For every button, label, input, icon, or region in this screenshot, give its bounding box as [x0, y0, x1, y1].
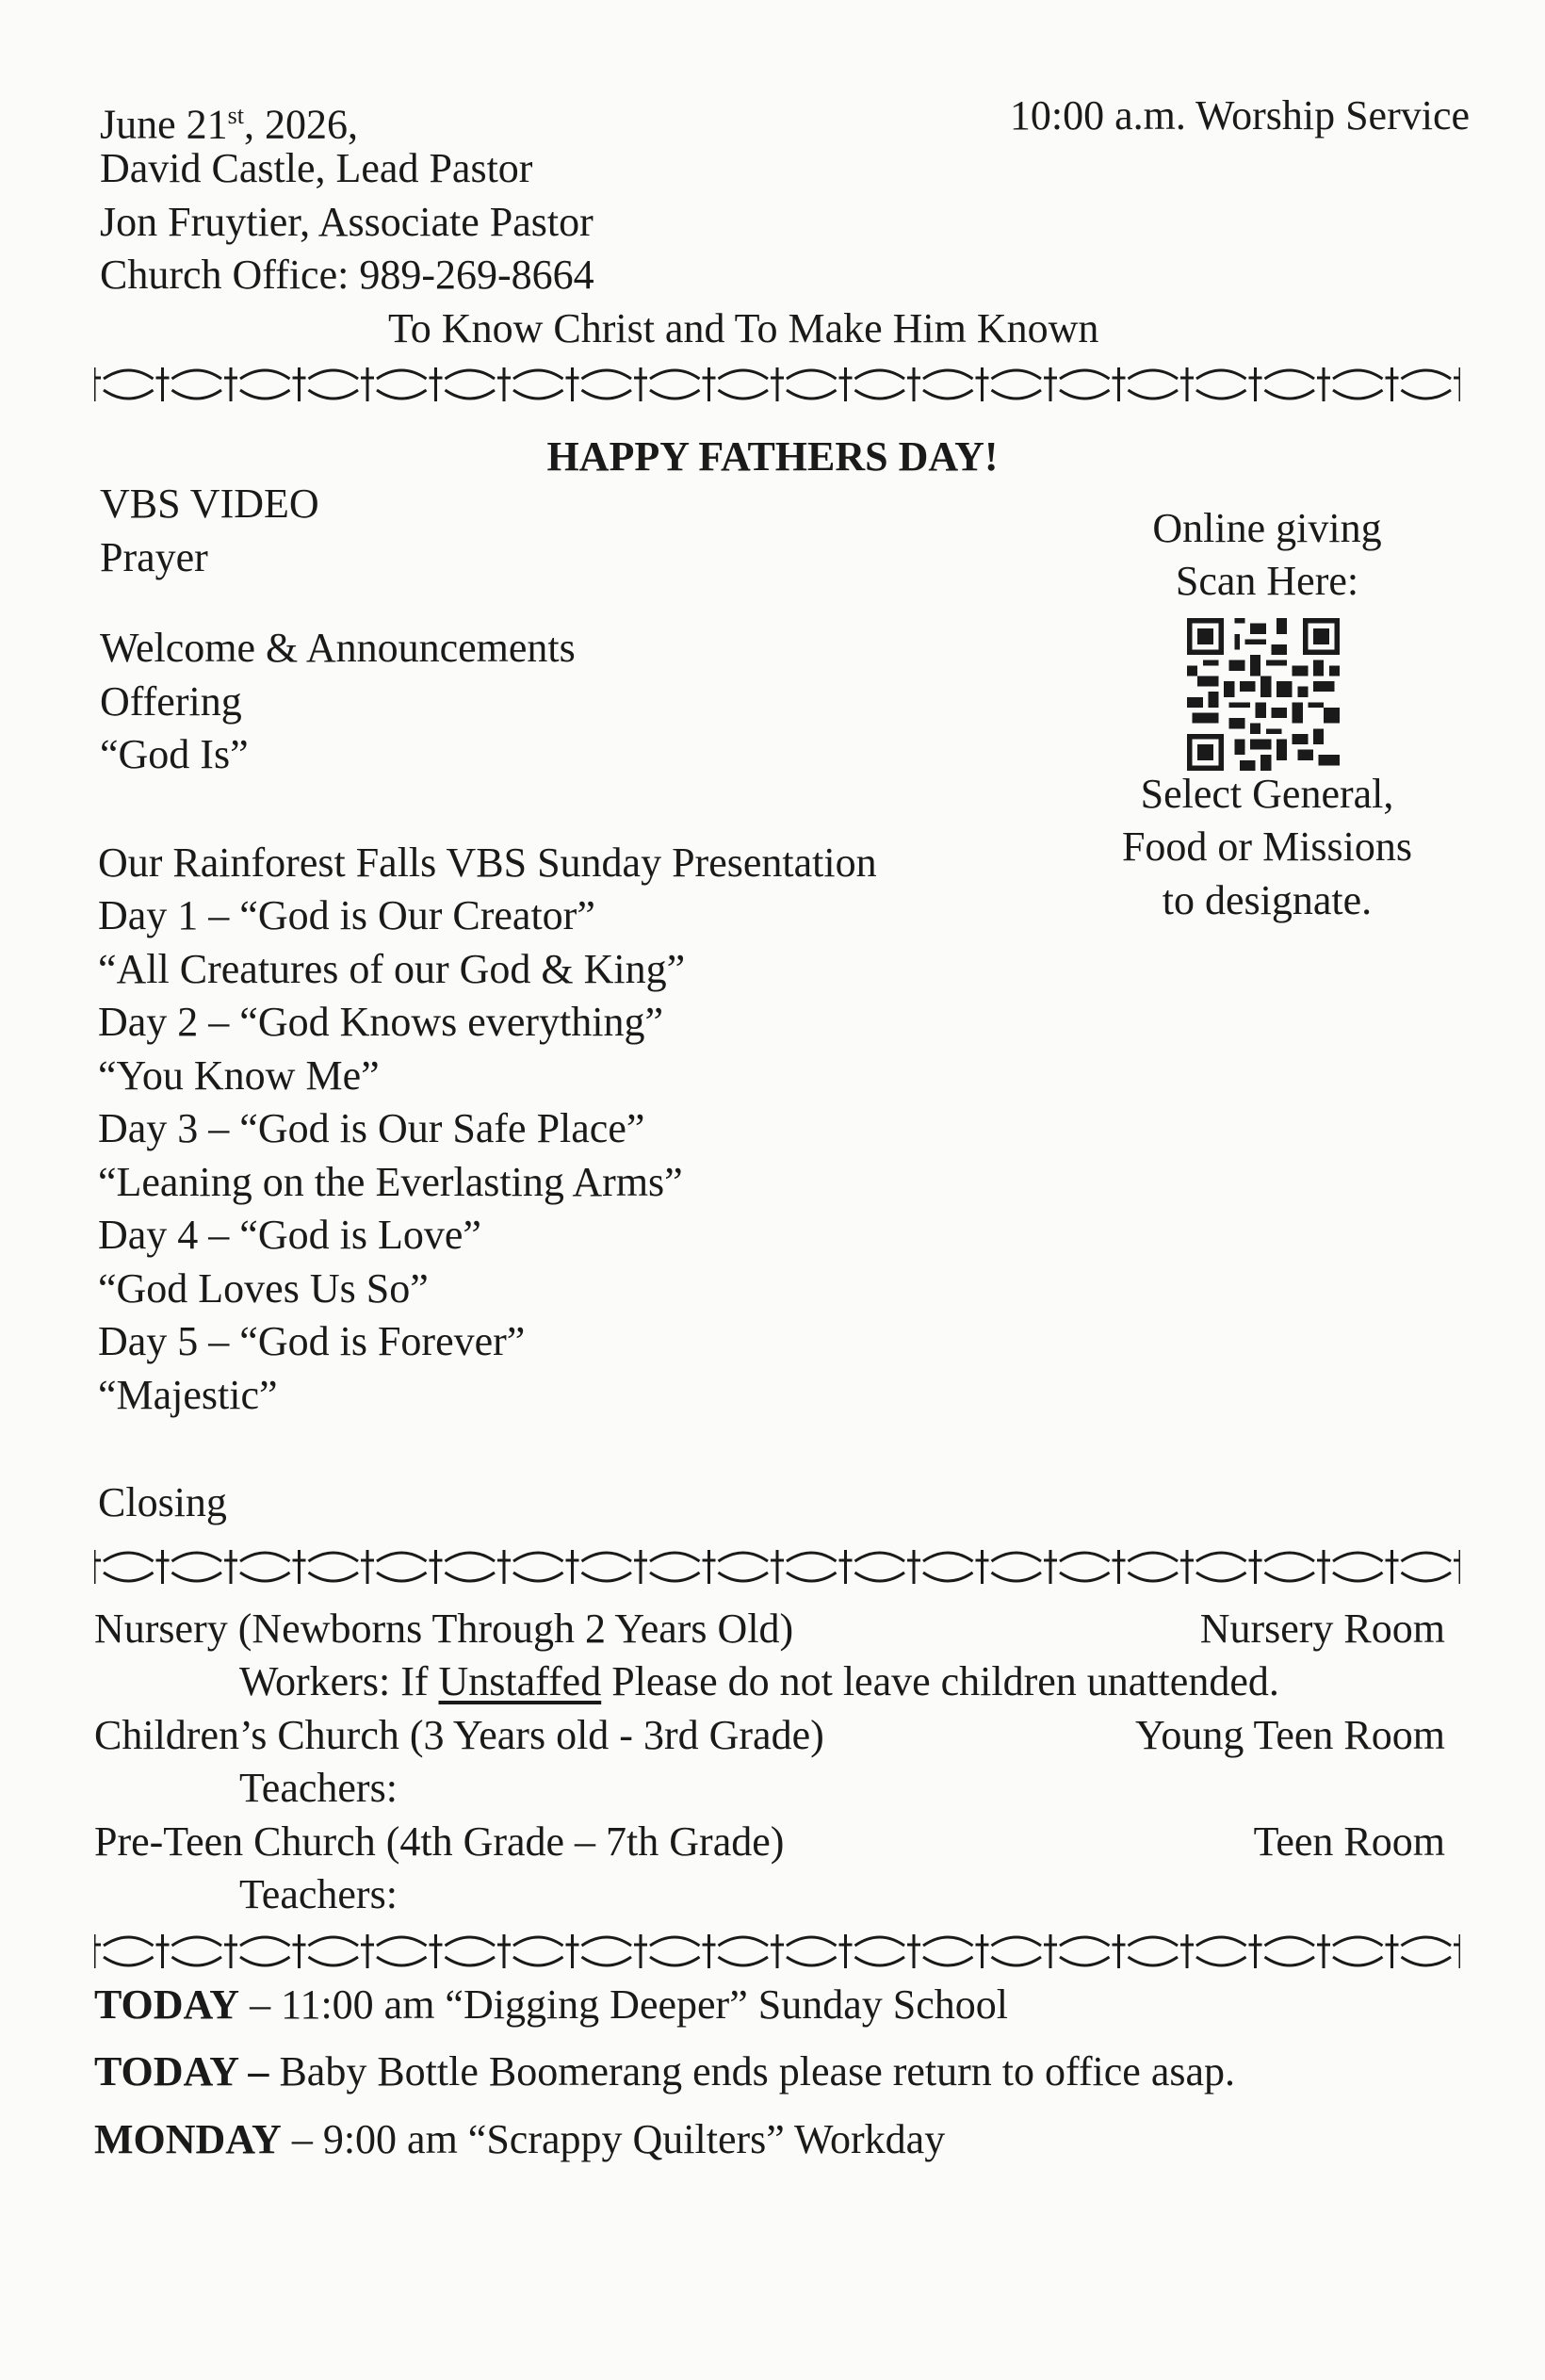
chain-link	[1333, 1553, 1383, 1581]
chain-link	[582, 370, 632, 399]
cross-chain-divider	[94, 1927, 1460, 1974]
cross-ornament	[1386, 1934, 1399, 1968]
cross-ornament	[293, 367, 306, 401]
cross-ornament	[1113, 1934, 1126, 1968]
chain-link	[1265, 370, 1315, 399]
cross-ornament	[224, 1550, 237, 1584]
cross-ornament	[771, 1934, 784, 1968]
cross-ornament	[771, 1550, 784, 1584]
chain-link	[172, 370, 222, 399]
chain-link	[240, 1937, 290, 1965]
chain-link	[1333, 1937, 1383, 1965]
order-item: Day 1 – “God is Our Creator”	[98, 892, 595, 938]
childrens-teachers: Teachers:	[239, 1765, 398, 1811]
chain-link	[1060, 1553, 1110, 1581]
chain-link	[309, 1553, 359, 1581]
giving-line: Scan Here:	[1175, 558, 1359, 604]
announcement: TODAY – Baby Bottle Boomerang ends please return to office asap.	[94, 2048, 1235, 2095]
cross-ornament	[293, 1934, 306, 1968]
chain-link	[377, 1553, 427, 1581]
chain-link	[240, 370, 290, 399]
chain-link	[1060, 370, 1110, 399]
cross-ornament	[361, 1934, 374, 1968]
order-item: Offering	[100, 678, 242, 725]
cross-ornament	[1454, 1550, 1460, 1584]
cross-ornament	[703, 1550, 716, 1584]
chain-link	[992, 370, 1042, 399]
cross-ornament	[976, 1550, 989, 1584]
qr-code[interactable]	[1187, 618, 1340, 771]
order-item: Day 5 – “God is Forever”	[98, 1318, 526, 1364]
cross-ornament	[1180, 1550, 1194, 1584]
cross-ornament	[156, 1934, 170, 1968]
giving-line: to designate.	[1162, 877, 1373, 923]
cross-ornament	[1386, 1550, 1399, 1584]
chain-link	[923, 1937, 973, 1965]
cross-chain-divider	[94, 1542, 1460, 1589]
associate-pastor: Jon Fruytier, Associate Pastor	[100, 199, 594, 245]
chain-link	[1129, 1937, 1179, 1965]
chain-link	[104, 370, 154, 399]
cross-ornament	[497, 1934, 511, 1968]
order-item: Closing	[98, 1479, 227, 1525]
cross-ornament	[839, 1934, 853, 1968]
nursery-class: Nursery (Newborns Through 2 Years Old)	[94, 1606, 794, 1652]
chain-link	[787, 1553, 837, 1581]
chain-link	[992, 1937, 1042, 1965]
chain-link	[377, 1937, 427, 1965]
chain-link	[719, 1553, 769, 1581]
cross-ornament	[1386, 367, 1399, 401]
lead-pastor: David Castle, Lead Pastor	[100, 145, 533, 191]
chain-link	[446, 370, 496, 399]
chain-link	[1129, 370, 1179, 399]
cross-ornament	[1454, 1934, 1460, 1968]
cross-ornament	[497, 367, 511, 401]
chain-link	[1129, 1553, 1179, 1581]
order-item: Day 3 – “God is Our Safe Place”	[98, 1105, 645, 1151]
cross-ornament	[634, 1934, 647, 1968]
chain-link	[992, 1553, 1042, 1581]
chain-link	[240, 1553, 290, 1581]
cross-ornament	[1317, 1550, 1330, 1584]
chain-link	[513, 1553, 563, 1581]
chain-link	[513, 1937, 563, 1965]
order-item: Welcome & Announcements	[100, 625, 576, 671]
cross-ornament	[224, 367, 237, 401]
chain-link	[719, 1937, 769, 1965]
chain-link	[855, 1937, 905, 1965]
announcement: TODAY – 11:00 am “Digging Deeper” Sunday School	[94, 1981, 1008, 2028]
cross-chain-divider	[94, 360, 1460, 407]
giving-line: Online giving	[1152, 505, 1382, 551]
service-time: 10:00 a.m. Worship Service	[1009, 92, 1470, 139]
cross-ornament	[430, 1934, 443, 1968]
preteen-church: Pre-Teen Church (4th Grade – 7th Grade)	[94, 1818, 785, 1865]
cross-ornament	[703, 367, 716, 401]
order-item: “God Loves Us So”	[98, 1265, 429, 1312]
order-item: “Majestic”	[98, 1372, 278, 1418]
cross-ornament	[1113, 1550, 1126, 1584]
chain-link	[1333, 370, 1383, 399]
chain-link	[104, 1553, 154, 1581]
chain-link	[1402, 1553, 1452, 1581]
chain-link	[855, 370, 905, 399]
cross-ornament	[634, 367, 647, 401]
cross-ornament	[1113, 367, 1126, 401]
chain-link	[923, 370, 973, 399]
chain-link	[172, 1553, 222, 1581]
order-item: Day 2 – “God Knows everything”	[98, 999, 663, 1045]
chain-link	[172, 1937, 222, 1965]
cross-ornament	[1044, 1550, 1057, 1584]
order-item: Prayer	[100, 534, 208, 580]
chain-link	[1196, 1937, 1246, 1965]
announcement: MONDAY – 9:00 am “Scrappy Quilters” Workday	[94, 2116, 946, 2162]
chain-link	[309, 1937, 359, 1965]
cross-ornament	[907, 1550, 920, 1584]
chain-link	[1265, 1553, 1315, 1581]
chain-link	[650, 370, 700, 399]
cross-ornament	[976, 1934, 989, 1968]
nursery-workers: Workers: If Unstaffed Please do not leave children unattended.	[239, 1658, 1279, 1704]
cross-ornament	[1044, 367, 1057, 401]
order-item: Our Rainforest Falls VBS Sunday Presentation	[98, 840, 877, 886]
chain-link	[446, 1553, 496, 1581]
cross-ornament	[839, 1550, 853, 1584]
cross-ornament	[156, 367, 170, 401]
cross-ornament	[907, 367, 920, 401]
cross-ornament	[1180, 367, 1194, 401]
cross-ornament	[907, 1934, 920, 1968]
chain-link	[787, 1937, 837, 1965]
cross-ornament	[839, 367, 853, 401]
chain-link	[446, 1937, 496, 1965]
chain-link	[377, 370, 427, 399]
cross-ornament	[94, 1550, 101, 1584]
chain-link	[582, 1937, 632, 1965]
order-item: VBS VIDEO	[100, 481, 319, 527]
giving-line: Select General,	[1140, 771, 1394, 817]
chain-link	[1196, 1553, 1246, 1581]
cross-ornament	[430, 1550, 443, 1584]
church-office: Church Office: 989-269-8664	[100, 252, 594, 298]
cross-ornament	[634, 1550, 647, 1584]
cross-ornament	[1249, 1550, 1262, 1584]
preteen-room: Teen Room	[1253, 1818, 1445, 1865]
order-item: “God Is”	[100, 731, 249, 777]
nursery-room: Nursery Room	[1199, 1606, 1445, 1652]
cross-ornament	[293, 1550, 306, 1584]
cross-ornament	[1044, 1934, 1057, 1968]
cross-ornament	[1317, 1934, 1330, 1968]
cross-ornament	[566, 367, 579, 401]
childrens-room: Young Teen Room	[1134, 1712, 1445, 1758]
chain-link	[513, 370, 563, 399]
order-item: “Leaning on the Everlasting Arms”	[98, 1159, 683, 1205]
cross-ornament	[1249, 1934, 1262, 1968]
cross-ornament	[566, 1934, 579, 1968]
chain-link	[1402, 1937, 1452, 1965]
preteen-teachers: Teachers:	[239, 1871, 398, 1917]
cross-ornament	[156, 1550, 170, 1584]
chain-link	[923, 1553, 973, 1581]
chain-link	[1265, 1937, 1315, 1965]
cross-ornament	[1249, 367, 1262, 401]
chain-link	[582, 1553, 632, 1581]
cross-ornament	[1180, 1934, 1194, 1968]
order-item: “All Creatures of our God & King”	[98, 946, 686, 992]
cross-ornament	[94, 1934, 101, 1968]
church-motto: To Know Christ and To Make Him Known	[388, 305, 1099, 351]
headline: HAPPY FATHERS DAY!	[546, 433, 999, 480]
chain-link	[650, 1937, 700, 1965]
cross-ornament	[566, 1550, 579, 1584]
chain-link	[309, 370, 359, 399]
cross-ornament	[430, 367, 443, 401]
cross-ornament	[497, 1550, 511, 1584]
childrens-church: Children’s Church (3 Years old - 3rd Grade)	[94, 1712, 824, 1758]
cross-ornament	[1317, 367, 1330, 401]
chain-link	[855, 1553, 905, 1581]
cross-ornament	[771, 367, 784, 401]
chain-link	[650, 1553, 700, 1581]
cross-ornament	[703, 1934, 716, 1968]
chain-link	[1060, 1937, 1110, 1965]
chain-link	[104, 1937, 154, 1965]
giving-line: Food or Missions	[1121, 823, 1413, 870]
order-item: “You Know Me”	[98, 1052, 380, 1099]
chain-link	[787, 370, 837, 399]
chain-link	[719, 370, 769, 399]
cross-ornament	[94, 367, 101, 401]
chain-link	[1196, 370, 1246, 399]
cross-ornament	[1454, 367, 1460, 401]
cross-ornament	[224, 1934, 237, 1968]
cross-ornament	[361, 367, 374, 401]
order-item: Day 4 – “God is Love”	[98, 1212, 481, 1258]
cross-ornament	[361, 1550, 374, 1584]
cross-ornament	[976, 367, 989, 401]
chain-link	[1402, 370, 1452, 399]
service-date: June 21st, 2026,	[100, 101, 358, 148]
